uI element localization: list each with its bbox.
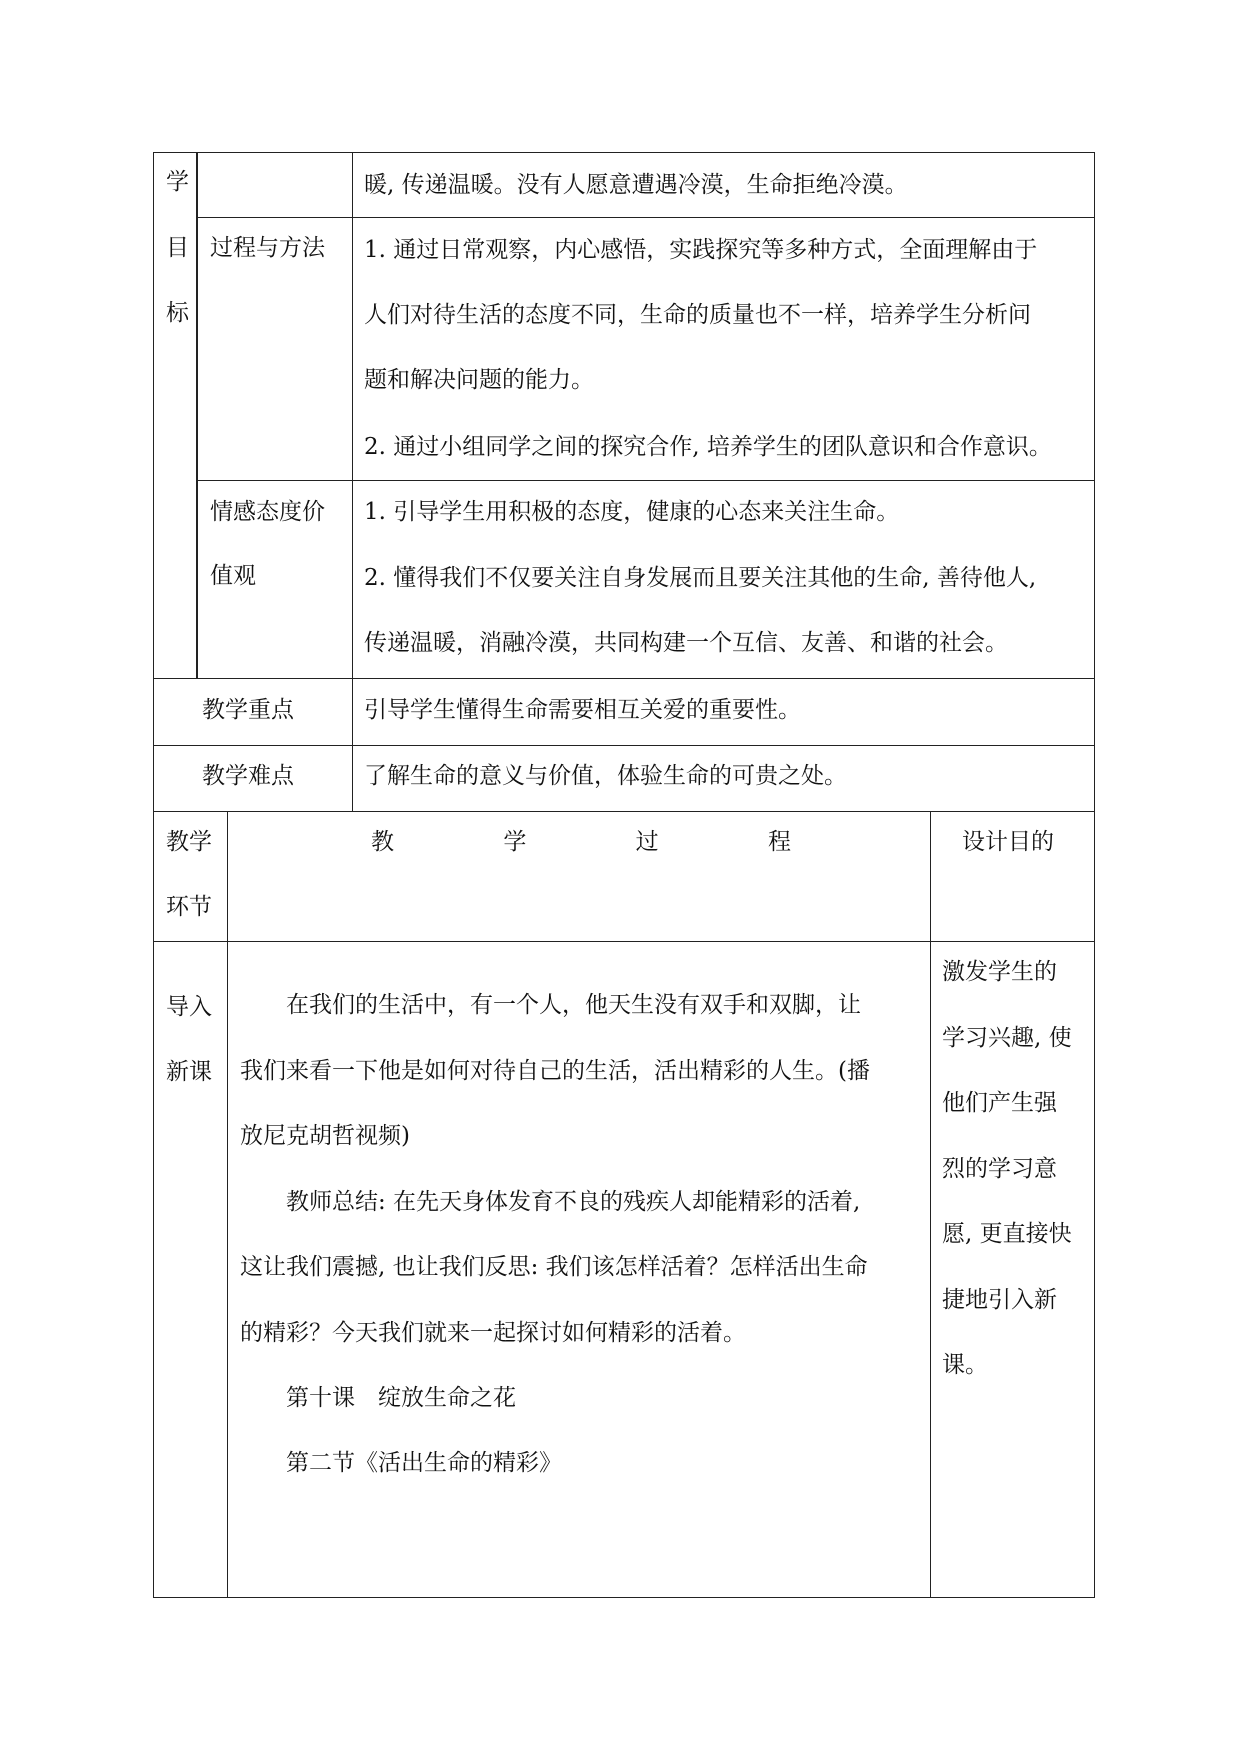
table-border — [153, 678, 1095, 679]
section-title: 第二节《活出生命的精彩》 — [240, 1450, 562, 1476]
intro-content-line: 教师总结: 在先天身体发育不良的残疾人却能精彩的活着, — [240, 1189, 861, 1215]
table-border — [153, 152, 1095, 153]
table-border — [153, 745, 1095, 746]
intro-content-line: 我们来看一下他是如何对待自己的生活，活出精彩的人生。(播 — [240, 1058, 870, 1084]
table-border — [153, 811, 1095, 812]
attitude-values-label: 值观 — [210, 563, 256, 589]
process-method-item: 2. 通过小组同学之间的探究合作, 培养学生的团队意识和合作意识。 — [364, 434, 1052, 460]
intro-segment-label: 新课 — [166, 1059, 212, 1085]
table-border — [153, 1597, 1095, 1598]
table-border — [352, 152, 353, 811]
intro-purpose-line: 烈的学习意 — [942, 1156, 1057, 1182]
intro-purpose-line: 捷地引入新 — [942, 1287, 1057, 1313]
table-border — [197, 480, 1095, 481]
intro-purpose-line: 激发学生的 — [942, 959, 1057, 985]
intro-content-line: 这让我们震撼, 也让我们反思: 我们该怎样活着？怎样活出生命 — [240, 1254, 868, 1280]
process-header — [371, 827, 791, 857]
table-border — [196, 152, 198, 678]
emotion-tail-text: 暖, 传递温暖。没有人愿意遭遇冷漠，生命拒绝冷漠。 — [364, 172, 908, 198]
intro-content-line: 的精彩？今天我们就来一起探讨如何精彩的活着。 — [240, 1320, 746, 1346]
process-header-char: 教 — [371, 829, 394, 855]
intro-purpose-line: 愿, 更直接快 — [942, 1221, 1072, 1247]
intro-content-line: 在我们的生活中，有一个人，他天生没有双手和双脚，让 — [240, 992, 861, 1018]
table-border — [1094, 811, 1095, 1598]
difficulty-text: 了解生命的意义与价值，体验生命的可贵之处。 — [364, 763, 847, 789]
attitude-values-item: 2. 懂得我们不仅要关注自身发展而且要关注其他的生命, 善待他人, — [364, 565, 1037, 591]
process-method-item: 题和解决问题的能力。 — [364, 367, 594, 393]
table-border — [197, 217, 1095, 218]
key-point-label: 教学重点 — [202, 697, 294, 723]
intro-purpose-line: 课。 — [942, 1352, 988, 1378]
purpose-header: 设计目的 — [962, 829, 1054, 855]
process-header-char: 过 — [635, 829, 659, 855]
intro-purpose-line: 学习兴趣, 使 — [942, 1025, 1072, 1051]
process-method-item: 1. 通过日常观察，内心感悟，实践探究等多种方式，全面理解由于 — [364, 237, 1038, 263]
table-border — [930, 811, 931, 1598]
table-border — [153, 811, 154, 1598]
segment-header: 环节 — [166, 894, 212, 920]
process-header-char: 学 — [503, 829, 527, 855]
difficulty-label: 教学难点 — [202, 763, 294, 789]
table-border — [153, 152, 154, 811]
intro-content-line: 放尼克胡哲视频) — [240, 1123, 410, 1149]
objectives-side-char: 标 — [166, 300, 189, 326]
objectives-side-char: 学 — [166, 169, 189, 195]
intro-purpose-line: 他们产生强 — [942, 1090, 1057, 1116]
objectives-side-char: 目 — [166, 235, 189, 261]
process-method-item: 人们对待生活的态度不同，生命的质量也不一样，培养学生分析问 — [364, 302, 1031, 328]
table-border — [153, 941, 1095, 942]
intro-segment-label: 导入 — [166, 994, 212, 1020]
process-header-char: 程 — [767, 829, 791, 855]
segment-header: 教学 — [166, 829, 212, 855]
attitude-values-item: 传递温暖，消融冷漠，共同构建一个互信、友善、和谐的社会。 — [364, 630, 1008, 656]
attitude-values-item: 1. 引导学生用积极的态度，健康的心态来关注生命。 — [364, 499, 900, 525]
key-point-text: 引导学生懂得生命需要相互关爱的重要性。 — [364, 697, 801, 723]
table-border — [1094, 152, 1095, 811]
attitude-values-label: 情感态度价 — [210, 499, 325, 525]
process-method-label: 过程与方法 — [210, 235, 325, 261]
lesson-title: 第十课 绽放生命之花 — [240, 1385, 516, 1411]
table-border — [227, 811, 228, 1598]
